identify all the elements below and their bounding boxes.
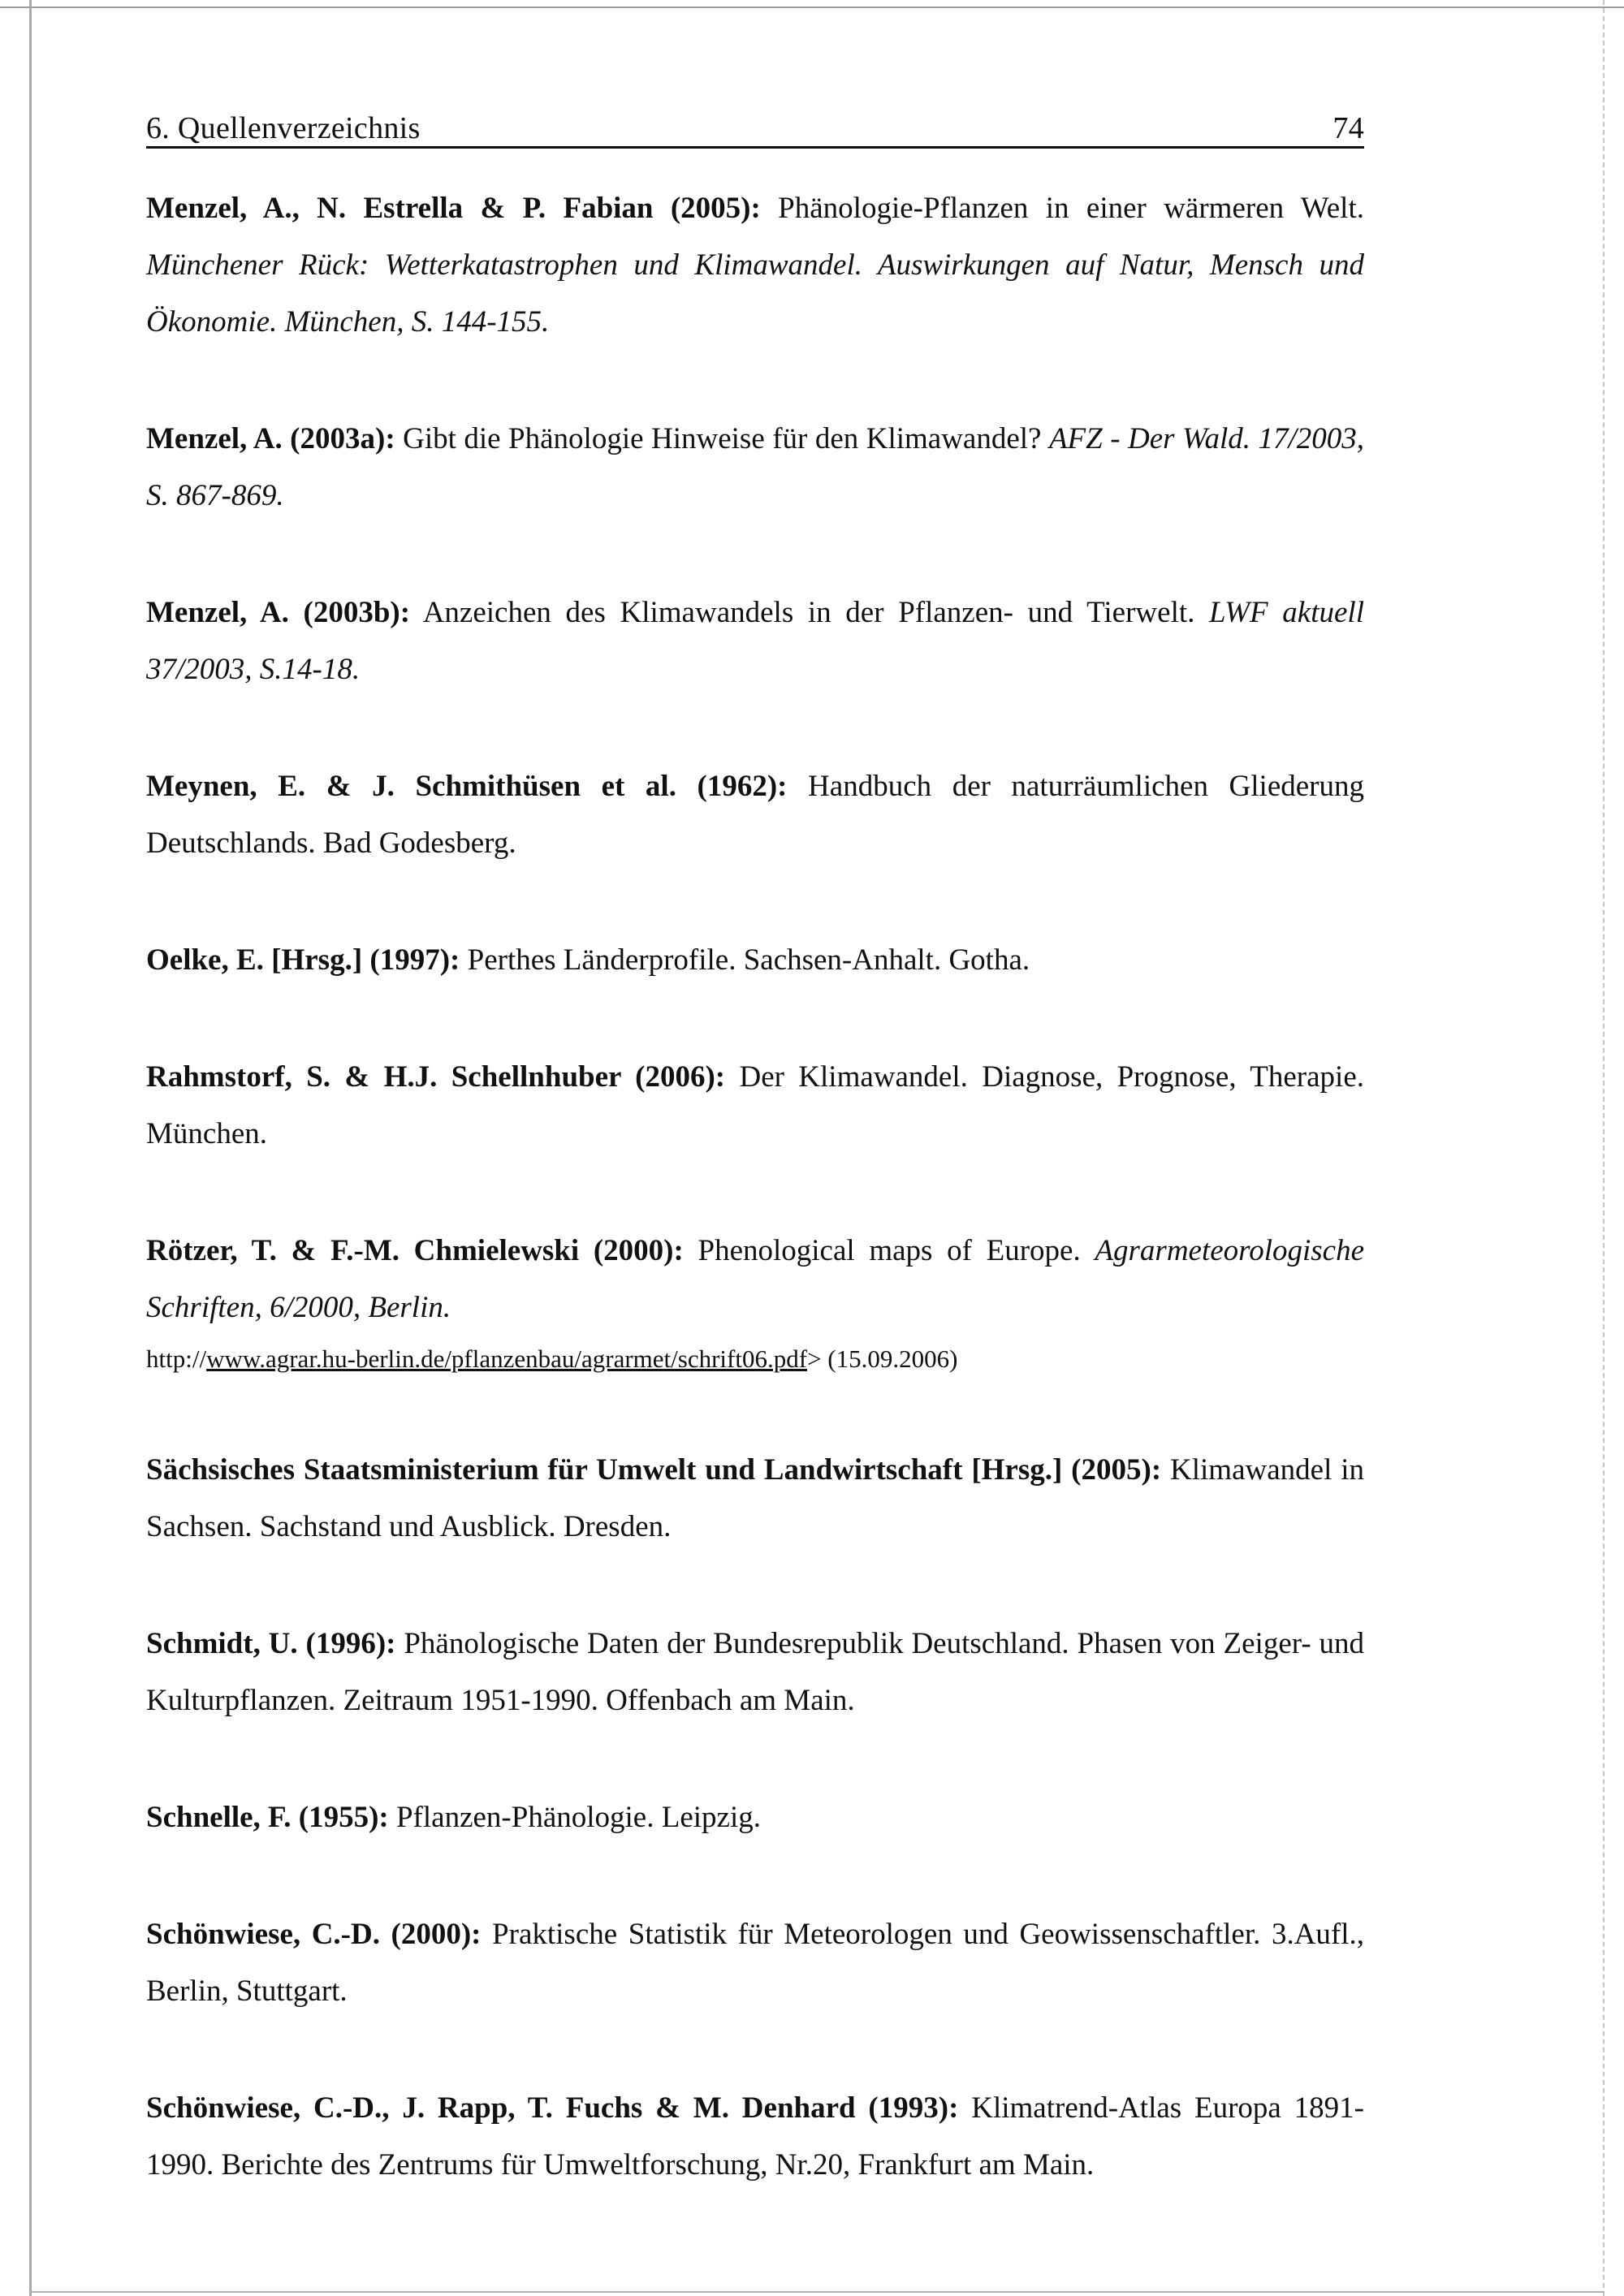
reference-author: Meynen, E. & J. Schmithüsen et al. (1962): [146, 770, 788, 803]
reference-source: LWF aktuell 37/2003, S.14-18. [146, 596, 1364, 686]
reference-text: Klimatrend-Atlas Europa 1891-1990. Berichte des Zentrums für Umweltforschung, Nr.20, Frankfurt am Main. [146, 2091, 1365, 2182]
reference-entry [146, 1906, 1364, 2020]
reference-entry [146, 1616, 1364, 1729]
page-header [146, 110, 1364, 146]
reference-entry [146, 1442, 1364, 1556]
url-suffix: > (15.09.2006) [807, 1344, 958, 1373]
reference-list [146, 180, 1364, 2254]
reference-author: Sächsisches Staatsministerium für Umwelt und Landwirtschaft [Hrsg.] (2005): [146, 1453, 1162, 1487]
reference-author: Menzel, A. (2003b): [146, 596, 411, 629]
reference-text: Pflanzen-Phänologie. Leipzig. [388, 1801, 761, 1834]
url-prefix: http:// [146, 1344, 207, 1373]
reference-source: AFZ - Der Wald. 17/2003, S. 867-869. [146, 422, 1364, 512]
url-link[interactable]: www.agrar.hu-berlin.de/pflanzenbau/agrarmet/schrift06.pdf [206, 1344, 808, 1373]
reference-text: Klimawandel in Sachsen. Sachstand und Ausblick. Dresden. [146, 1453, 1365, 1543]
reference-author: Menzel, A. (2003a): [146, 422, 395, 455]
reference-entry [146, 411, 1364, 524]
reference-author: Menzel, A., N. Estrella & P. Fabian (2005): [146, 192, 761, 225]
scan-edge-right [1603, 0, 1605, 2296]
reference-entry [146, 585, 1364, 698]
header-rule [146, 146, 1364, 149]
reference-text: Praktische Statistik für Meteorologen und Geowissenschaftler. 3.Aufl., Berlin, Stuttgart. [146, 1918, 1365, 2008]
reference-author: Schönwiese, C.-D. (2000): [146, 1918, 482, 1951]
reference-text: Anzeichen des Klimawandels in der Pflanzen- und Tierwelt. [410, 596, 1210, 629]
reference-entry [146, 2080, 1364, 2194]
scan-edge-left [29, 0, 32, 2296]
reference-text: Gibt die Phänologie Hinweise für den Klimawandel? [395, 422, 1049, 455]
reference-text: Phänologie-Pflanzen in einer wärmeren Welt. [760, 192, 1364, 225]
reference-text: Perthes Länderprofile. Sachsen-Anhalt. Gotha. [460, 943, 1030, 977]
scan-edge-bottom [29, 2291, 1605, 2293]
scan-edge-top [0, 6, 1624, 8]
reference-text: Phänologische Daten der Bundesrepublik Deutschland. Phasen von Zeiger- und Kulturpflanzen. Zeitraum 1951-1990. Offenbach am Main. [146, 1627, 1365, 1717]
reference-entry [146, 1223, 1364, 1382]
reference-author: Rahmstorf, S. & H.J. Schellnhuber (2006): [146, 1060, 726, 1094]
section-title: 6. Quellenverzeichnis [146, 111, 421, 145]
reference-text: Der Klimawandel. Diagnose, Prognose, Therapie. München. [146, 1060, 1364, 1150]
reference-author: Oelke, E. [Hrsg.] (1997): [146, 943, 460, 977]
page-number: 74 [1332, 111, 1364, 145]
reference-entry [146, 758, 1364, 872]
reference-source: Münchener Rück: Wetterkatastrophen und Klimawandel. Auswirkungen auf Natur, Mensch und Ökonomie. München, S. 144-155. [146, 248, 1364, 339]
reference-source: Agrarmeteorologische Schriften, 6/2000, Berlin. [146, 1234, 1364, 1324]
reference-author: Rötzer, T. & F.-M. Chmielewski (2000): [146, 1234, 684, 1267]
reference-author: Schönwiese, C.-D., J. Rapp, T. Fuchs & M. Denhard (1993): [146, 2091, 959, 2125]
reference-entry [146, 1789, 1364, 1846]
reference-text: Phenological maps of Europe. [683, 1234, 1095, 1267]
reference-text: Handbuch der naturräumlichen Gliederung Deutschlands. Bad Godesberg. [146, 770, 1364, 860]
reference-author: Schnelle, F. (1955): [146, 1801, 389, 1834]
reference-url [146, 1336, 1364, 1382]
reference-author: Schmidt, U. (1996): [146, 1627, 396, 1660]
reference-entry [146, 1049, 1364, 1163]
reference-entry [146, 932, 1364, 989]
reference-entry [146, 180, 1364, 351]
